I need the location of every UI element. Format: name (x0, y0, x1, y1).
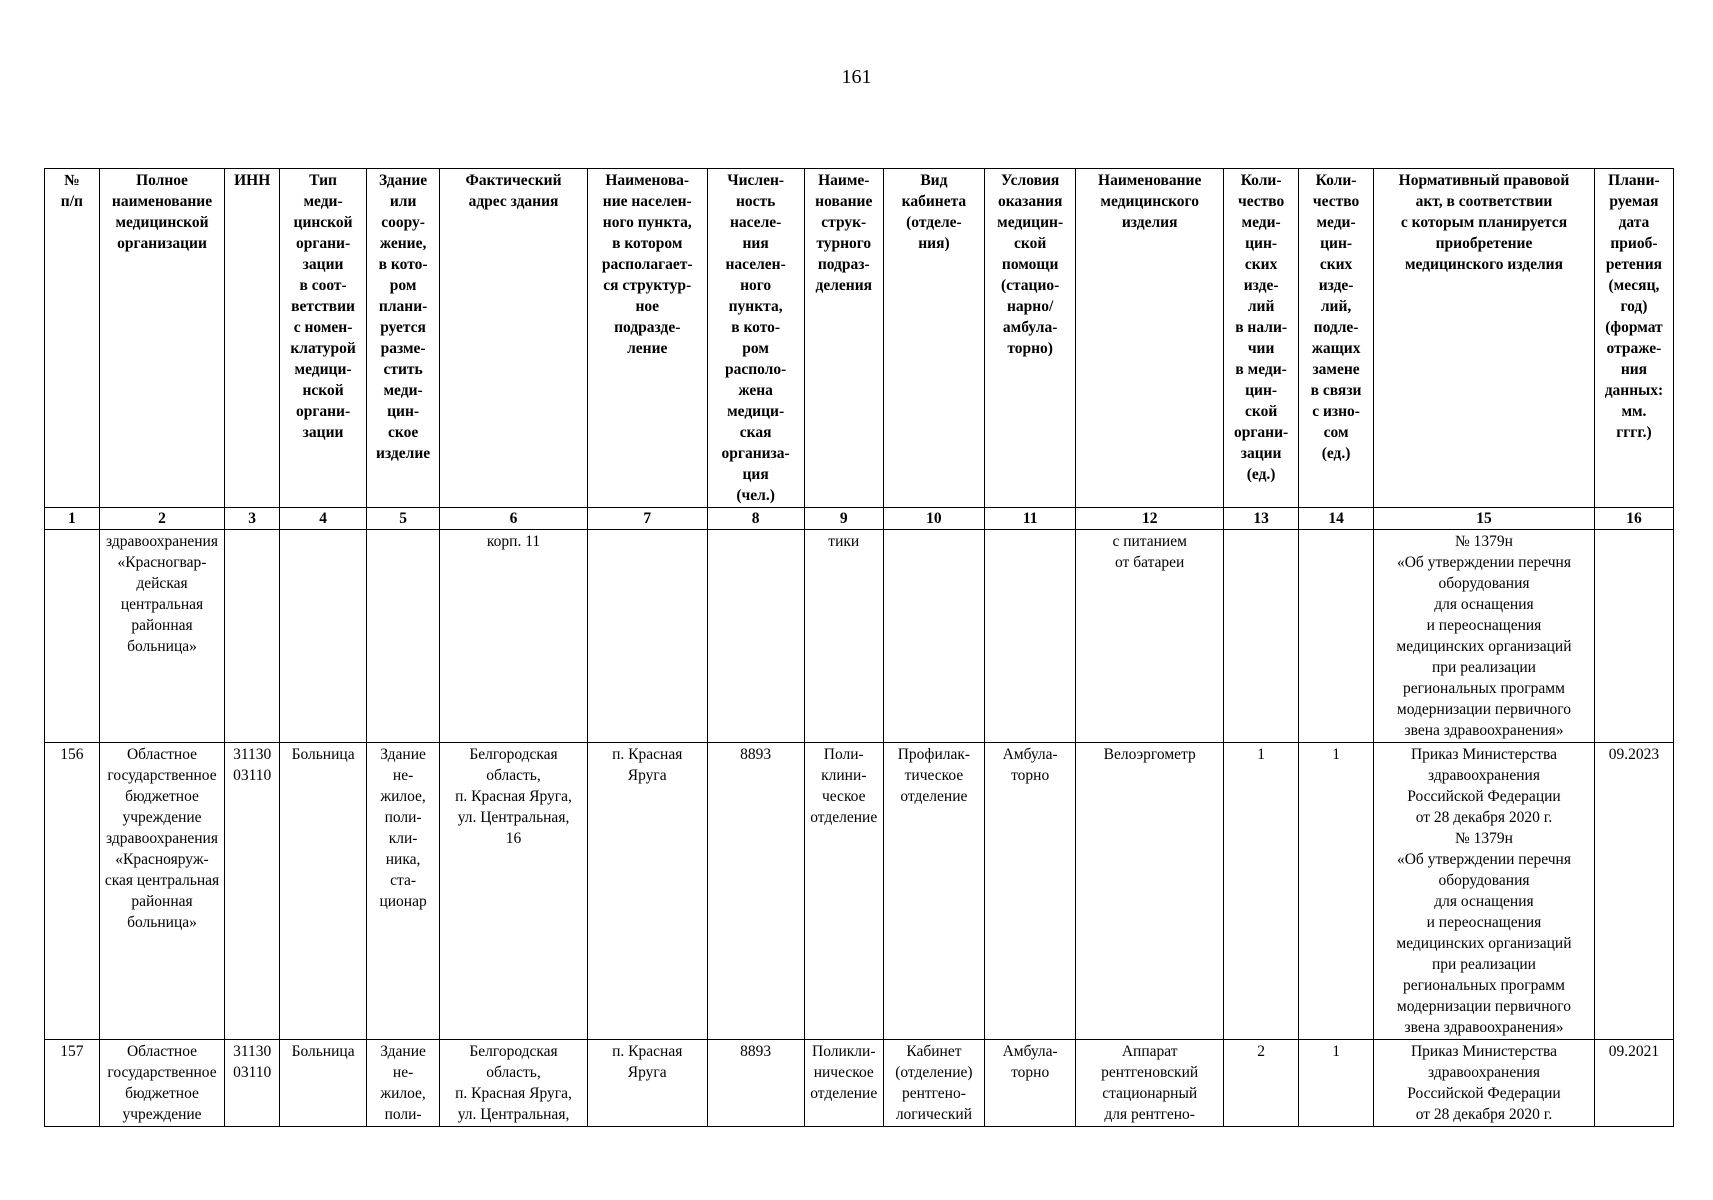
cell-number (45, 530, 100, 743)
col-header-qty-replace: Коли- чество меди- цин- ских изде- лий, подле- жащих замене в связи с изно- сом (ед.) (1299, 169, 1374, 508)
cell-device-name: Аппарат рентгеновский стационарный для рентгено- (1076, 1040, 1224, 1127)
cell-device-name: с питанием от батареи (1076, 530, 1224, 743)
cell-org-name: Областное государственное бюджетное учреждение здравоохранения «Краснояруж- ская центральная районная больница» (99, 743, 225, 1040)
column-number: 6 (440, 508, 588, 530)
cell-legal-act: Приказ Министерства здравоохранения Российской Федерации от 28 декабря 2020 г. (1374, 1040, 1595, 1127)
col-header-subdivision: Наиме- нование струк- турного подраз- деления (804, 169, 883, 508)
cell-org-type (280, 530, 367, 743)
cell-subdivision: тики (804, 530, 883, 743)
cell-legal-act: Приказ Министерства здравоохранения Российской Федерации от 28 декабря 2020 г. № 1379н «Об утверждении перечня оборудования для оснащения и переоснащения медицинских организаций при реализации региональных программ модернизации первичного звена здравоохранения» (1374, 743, 1595, 1040)
col-header-population: Числен- ность населе- ния населен- ного пункта, в кото- ром располо- жена медици- ская организа- ция (чел.) (707, 169, 804, 508)
cell-qty-replace: 1 (1299, 743, 1374, 1040)
cell-org-name: Областное государственное бюджетное учреждение (99, 1040, 225, 1127)
cell-qty-replace: 1 (1299, 1040, 1374, 1127)
column-number: 4 (280, 508, 367, 530)
cell-subdivision: Поли- клини- ческое отделение (804, 743, 883, 1040)
cell-care-conditions: Амбула- торно (985, 743, 1076, 1040)
col-header-inn: ИНН (225, 169, 280, 508)
cell-population: 8893 (707, 1040, 804, 1127)
table-row (45, 743, 1674, 1040)
cell-number: 156 (45, 743, 100, 1040)
column-number: 2 (99, 508, 225, 530)
col-header-address: Фактический адрес здания (440, 169, 588, 508)
column-number-row (45, 508, 1674, 530)
cell-inn (225, 530, 280, 743)
cell-org-type: Больница (280, 743, 367, 1040)
column-number: 12 (1076, 508, 1224, 530)
cell-planned-date (1594, 530, 1673, 743)
cell-planned-date: 09.2021 (1594, 1040, 1673, 1127)
equipment-table (44, 168, 1674, 1127)
col-header-device-name: Наименование медицинского изделия (1076, 169, 1224, 508)
col-header-cabinet-type: Вид кабинета (отделе- ния) (883, 169, 984, 508)
cell-cabinet-type (883, 530, 984, 743)
cell-settlement (587, 530, 707, 743)
col-header-building: Здание или соору- жение, в кото- ром плани- руется разме- стить меди- цин- ское изделие (367, 169, 440, 508)
column-number: 5 (367, 508, 440, 530)
col-header-legal-act: Нормативный правовой акт, в соответствии с которым планируется приобретение медицинского изделия (1374, 169, 1595, 508)
column-number: 3 (225, 508, 280, 530)
cell-inn: 31130 03110 (225, 1040, 280, 1127)
cell-subdivision: Поликли- ническое отделение (804, 1040, 883, 1127)
col-header-number: № п/п (45, 169, 100, 508)
cell-settlement: п. Красная Яруга (587, 743, 707, 1040)
table-row (45, 530, 1674, 743)
cell-legal-act: № 1379н «Об утверждении перечня оборудования для оснащения и переоснащения медицинских организаций при реализации региональных программ модернизации первичного звена здравоохранения» (1374, 530, 1595, 743)
cell-building: Здание не- жилое, поли- (367, 1040, 440, 1127)
cell-population: 8893 (707, 743, 804, 1040)
column-number: 16 (1594, 508, 1673, 530)
cell-number: 157 (45, 1040, 100, 1127)
cell-inn: 31130 03110 (225, 743, 280, 1040)
cell-device-name: Велоэргометр (1076, 743, 1224, 1040)
cell-care-conditions: Амбула- торно (985, 1040, 1076, 1127)
cell-qty-available: 2 (1224, 1040, 1299, 1127)
column-number: 15 (1374, 508, 1595, 530)
page-number: 161 (841, 66, 872, 88)
column-number: 9 (804, 508, 883, 530)
cell-org-name: здравоохранения «Красногвар- дейская центральная районная больница» (99, 530, 225, 743)
cell-population (707, 530, 804, 743)
cell-address: Белгородская область, п. Красная Яруга, ул. Центральная, 16 (440, 743, 588, 1040)
cell-qty-available (1224, 530, 1299, 743)
cell-planned-date: 09.2023 (1594, 743, 1673, 1040)
table-row (45, 1040, 1674, 1127)
column-number: 14 (1299, 508, 1374, 530)
col-header-org-type: Тип меди- цинской органи- зации в соот- ветствии с номен- клатурой медици- нской органи- зации (280, 169, 367, 508)
cell-settlement: п. Красная Яруга (587, 1040, 707, 1127)
column-number: 1 (45, 508, 100, 530)
cell-qty-available: 1 (1224, 743, 1299, 1040)
column-number: 8 (707, 508, 804, 530)
col-header-settlement: Наименова- ние населен- ного пункта, в котором располагает- ся структур- ное подразде- ление (587, 169, 707, 508)
cell-cabinet-type: Кабинет (отделение) рентгено- логический (883, 1040, 984, 1127)
cell-building: Здание не- жилое, поли- кли- ника, ста- ционар (367, 743, 440, 1040)
cell-org-type: Больница (280, 1040, 367, 1127)
col-header-planned-date: Плани- руемая дата приоб- ретения (месяц, год) (формат отраже- ния данных: мм. гггг.) (1594, 169, 1673, 508)
cell-cabinet-type: Профилак- тическое отделение (883, 743, 984, 1040)
cell-address: Белгородская область, п. Красная Яруга, ул. Центральная, (440, 1040, 588, 1127)
col-header-org-name: Полное наименование медицинской организации (99, 169, 225, 508)
cell-address: корп. 11 (440, 530, 588, 743)
cell-qty-replace (1299, 530, 1374, 743)
header-row (45, 169, 1674, 508)
col-header-qty-available: Коли- чество меди- цин- ских изде- лий в нали- чии в меди- цин- ской органи- зации (ед.) (1224, 169, 1299, 508)
cell-care-conditions (985, 530, 1076, 743)
cell-building (367, 530, 440, 743)
column-number: 7 (587, 508, 707, 530)
column-number: 11 (985, 508, 1076, 530)
column-number: 13 (1224, 508, 1299, 530)
column-number: 10 (883, 508, 984, 530)
col-header-care-conditions: Условия оказания медицин- ской помощи (стацио- нарно/ амбула- торно) (985, 169, 1076, 508)
